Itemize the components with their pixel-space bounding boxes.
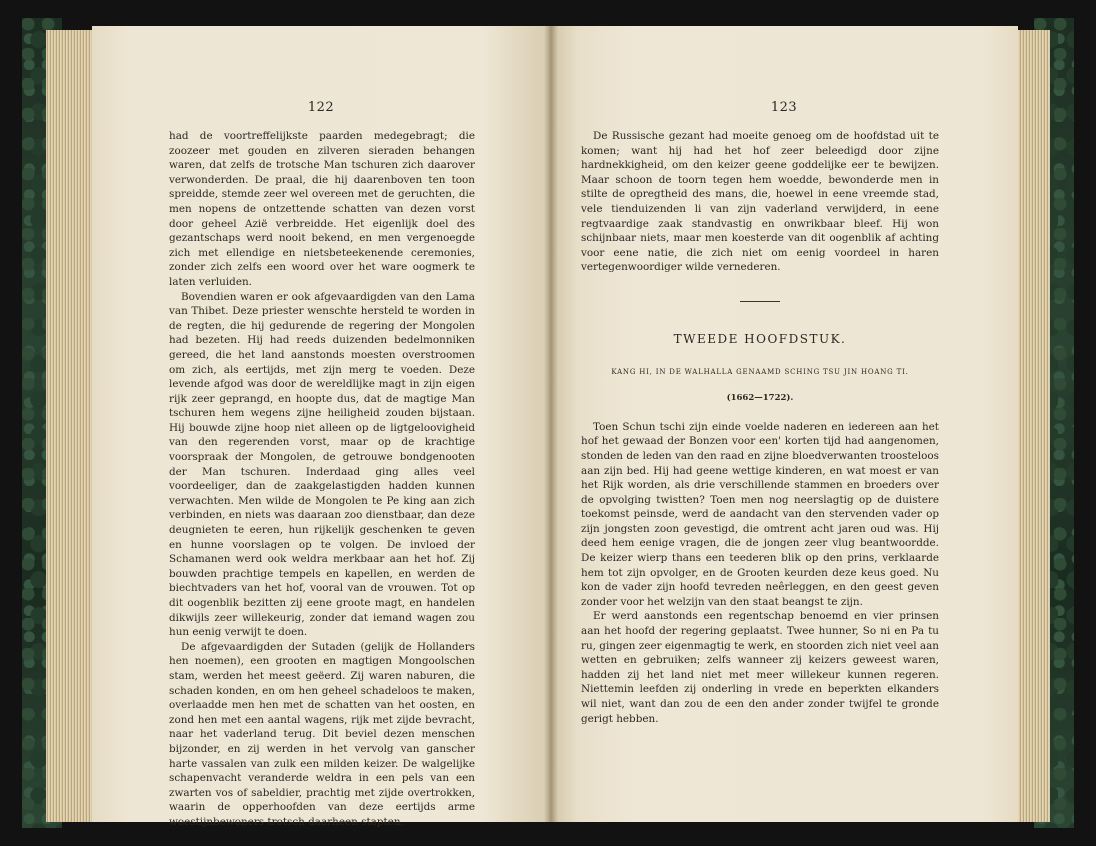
paragraph: Bovendien waren er ook afgevaardigden van den Lama van Thibet. Deze priester wenschte hersteld te worden in de regten, die hij gedurende de regering der Mongolen had bezeten. Hij had reeds duizenden bedelmonniken gereed, die het land aanstonds moesten overstroomen om zich, als eertijds, met zijn merg te voeden. Deze levende afgod was door de wereldlijke magt in zijn eigen rijk zeer geprangd, en hoopte dus, dat de magtige Man tschuren hem wegens zijne heiligheid zouden bijstaan. Hij bouwde zijne hoop niet alleen op de ligtgeloovigheid van den regerenden vorst, maar op de krachtige voorspraak der Mongolen, de getrouwe bondgenooten der Man tschuren. Inderdaad ging alles veel voordeeliger, dan de zaakgelastigden hadden kunnen verwachten. Men wilde de Mongolen te Pe king aan zich verbinden, en niets was daaraan zoo dienstbaar, dan deze deugnieten te eeren, hun rijkelijk geschenken te geven en hunne voorslagen op te volgen. De invloed der Schamanen werd ook weldra merkbaar aan het hof. Zij bouwden prachtige tempels en kapellen, en werden de biechtvaders van het hof, vooral van de vrouwen. Tot op dit oogenblik bezitten zij eene groote magt, en handelen dikwijls zeer willekeurig, zonder dat iemand wagen zou hun eenig verwijt te doen. <box>169 290 475 639</box>
paragraph: De afgevaardigden der Sutaden (gelijk de Hollanders hen noemen), een grooten en magtigen Mongoolschen stam, werden het meest geëerd. Zij waren naburen, die schaden konden, en om hen geheel schadeloos te maken, overlaadde men hen met de schatten van het oosten, en zond hen met een aantal wagens, rijk met zijde bevracht, naar het vaderland terug. Dit beviel dezen menschen bijzonder, en zij werden in het vervolg van ganscher harte vassalen van zulk een milden keizer. De walgelijke schapenvacht veranderde weldra in een pels van een zwarten vos of sabeldier, prachtig met zijde overtrokken, waarin de opperhoofden van deze eertijds arme woestijnbewoners trotsch daarheen stapten. <box>169 640 475 828</box>
left-body-text <box>169 129 475 830</box>
page-number: 123 <box>770 100 798 115</box>
left-page <box>92 26 550 828</box>
left-page-edges <box>46 30 96 822</box>
section-divider <box>740 301 780 302</box>
chapter-subtitle: KANG HI, IN DE WALHALLA GENAAMD SCHING TSU JIN HOANG TI. <box>611 367 909 376</box>
paragraph: Er werd aanstonds een regentschap benoemd en vier prinsen aan het hoofd der regering geplaatst. Twee hunner, So ni en Pa tu ru, gingen zeer eigenmagtig te werk, en stoorden zich niet veel aan wetten en gebruiken; zelfs wanneer zij keizers geweest waren, hadden zij het land niet met meer willekeur kunnen regeren. Niettemin leefden zij onderling in vrede en beperkten elkanders wil niet, want dan zou de een den ander zonder twijfel te gronde gerigt hebben. <box>581 610 939 725</box>
paragraph: had de voortreffelijkste paarden medegebragt; die zoozeer met gouden en zilveren sieraden behangen waren, dat zelfs de trotsche Man tschuren zich daarover verwonderden. De praal, die hij daarenboven ten toon spreidde, stemde zeer wel overeen met de geruchten, die men nopens de ontzettende schatten van dezen vorst door geheel Azië verbreidde. Het eigenlijk doel des gezantschaps werd nooit bekend, en men vergenoegde zich met ellendige en nietsbeteekenende ceremonies, zonder zich zelfs een woord over het ware oogmerk te laten verluiden. <box>169 130 475 288</box>
right-page <box>550 26 1018 822</box>
chapter-dates: (1662—1722). <box>726 393 794 404</box>
chapter-heading: TWEEDE HOOFDSTUK. <box>673 331 847 346</box>
paragraph: De Russische gezant had moeite genoeg om de hoofdstad uit te komen; want hij had het hof zeer beleedigd door zijne hardnekkigheid, om den keizer geene goddelijke eer te bewijzen. Maar schoon de toorn tegen hem woedde, bewonderde men in stilte de opregtheid des mans, die, hoewel in eene vreemde stad, vele tienduizenden li van zijn vaderland verwijderd, in eene regtvaardige zaak standvastig en onwrikbaar bleef. Hij won schijnbaar niets, maar men koesterde van dit oogenblik af achting voor eene natie, die zich niet om eenig voordeel in haren vertegenwoordiger wilde vernederen. <box>581 130 939 274</box>
book-gutter <box>544 26 558 822</box>
page-number: 122 <box>307 100 335 115</box>
right-body-text <box>581 129 939 726</box>
right-page-edges <box>1016 30 1050 822</box>
paragraph: Toen Schun tschi zijn einde voelde naderen en iedereen aan het hof het gewaad der Bonzen voor een' korten tijd had aangenomen, stonden de leden van den raad en zijne bloedverwanten troosteloos aan zijn bed. Hij had geene wettige kinderen, en wat moest er van het Rijk worden, als drie verschillende stammen en broeders over de opvolging twistten? Toen men nog neerslagtig op de duistere toekomst peinsde, werd de aandacht van den stervenden vader op zijn jongsten zoon gevestigd, die omtrent acht jaren oud was. Hij deed hem eenige vragen, die de jongen zeer vlug beantwoordde. De keizer wierp thans een teederen blik op den prins, verklaarde hem tot zijn opvolger, en de Grooten keurden deze keus goed. Nu kon de vader zijn hoofd tevreden neêrleggen, en den geest geven zonder voor het welzijn van den staat beangst te zijn. <box>581 420 939 608</box>
